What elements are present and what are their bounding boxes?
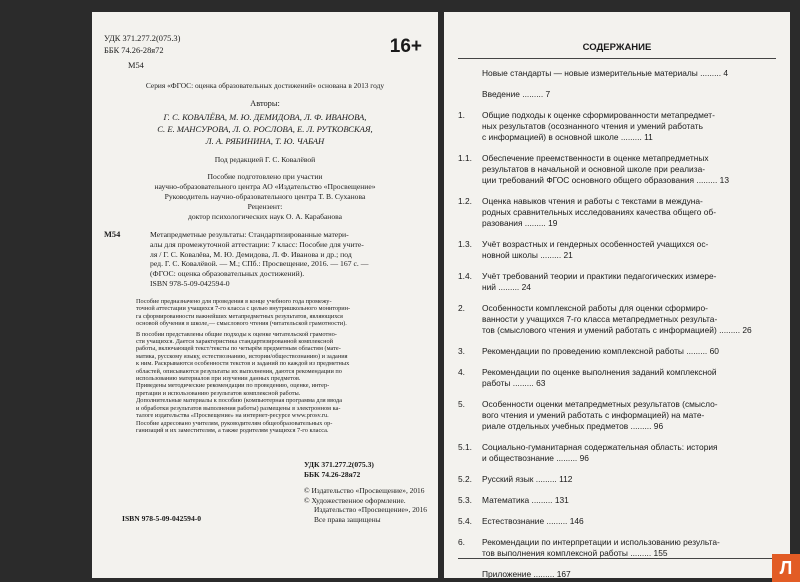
toc-leader-dots: .........	[553, 453, 580, 463]
toc-entry-title	[482, 495, 774, 506]
m54-code: М54	[128, 61, 144, 70]
toc-entry	[458, 495, 774, 506]
toc-entry-title	[482, 271, 774, 293]
annotation-line: сти учащихся. Дается характеристика стандартизированной комплексной	[136, 338, 333, 346]
annotation-line: Пособие предназначено для проведения в конце учебного года промежу-	[136, 298, 332, 305]
annotation-line: матика, русскому языку, естествознанию, истории/обществознанию) и задания	[136, 352, 348, 360]
copyright-line: © Издательство «Просвещение», 2016	[304, 486, 425, 495]
toc-entry-page: 21	[563, 250, 573, 260]
toc-entry	[458, 516, 774, 527]
toc-entry	[458, 89, 774, 100]
toc-leader-dots: .........	[627, 548, 654, 558]
toc-entry-title	[482, 89, 774, 100]
catalog-card	[150, 230, 430, 289]
toc-entry	[458, 303, 774, 336]
toc-entry-number: 6.	[458, 537, 465, 547]
toc-entry-title	[482, 110, 774, 143]
toc-entry-title	[482, 153, 774, 186]
toc-entry-title	[482, 196, 774, 229]
annotation-line: претации и использованию результатов комплексной работы.	[136, 389, 301, 397]
toc-rule	[458, 58, 776, 59]
author-line: Г. С. КОВАЛЁВА, М. Ю. ДЕМИДОВА, Л. Ф. ИВАНОВА,	[163, 112, 367, 122]
card-line: ред. Г. С. Ковалёвой. — М.; СПб.: Просвещение, 2016. — 167 с. —	[150, 259, 369, 269]
toc-entry-page: 26	[742, 325, 752, 335]
authors-label: Авторы:	[250, 99, 280, 108]
toc-entry-number: 4.	[458, 367, 465, 377]
authors-block	[92, 111, 438, 147]
toc-leader-dots: .........	[618, 132, 645, 142]
toc-leader-dots: .........	[522, 218, 549, 228]
card-line: Метапредметные результаты: Стандартизированные матери-	[150, 230, 349, 239]
toc-leader-dots: .........	[510, 378, 537, 388]
toc-entry	[458, 442, 774, 464]
annotation-line: использованию материалов при изучении данных предметов.	[136, 375, 301, 383]
toc-entry-title	[482, 474, 774, 485]
toc-entry	[458, 346, 774, 357]
prepared-line: Рецензент:	[247, 202, 283, 211]
toc-entry-title	[482, 516, 774, 527]
toc-leader-dots: .........	[697, 68, 724, 78]
toc-entry-page: 11	[644, 132, 653, 142]
toc-entry-title	[482, 346, 774, 357]
toc-entry	[458, 153, 774, 186]
toc-entry	[458, 239, 774, 261]
toc-entry-title	[482, 239, 774, 261]
toc-entry-text: Математика	[482, 495, 530, 505]
toc-entry-number: 5.3.	[458, 495, 472, 505]
toc-heading: СОДЕРЖАНИЕ	[582, 42, 652, 53]
age-rating: 16+	[389, 36, 422, 57]
author-line: Л. А. РЯБИНИНА, Т. Ю. ЧАБАН	[205, 136, 325, 146]
left-page	[92, 12, 438, 578]
toc-entry-title	[482, 367, 774, 389]
annotation-line: ганизаций и их заместителям, а также родителям учащихся 7-го класса.	[136, 426, 329, 434]
copyright-line: © Художественное оформление.	[304, 495, 406, 505]
toc-entry-number: 5.1.	[458, 442, 472, 452]
toc-entry-number: 5.	[458, 399, 465, 409]
annotation-line: основой обучения в школе,— смыслового чтения (читательской грамотности).	[136, 320, 347, 328]
annotation-line: точной аттестации учащихся 7-го класса с целью внутришкольного мониторин-	[136, 305, 351, 313]
toc-entry-text: Оценка навыков чтения и работы с текстами в междуна- родных сравнительных исследованиях качества общего об- разования	[482, 196, 716, 228]
toc-entry-text: Рекомендации по проведению комплексной работы	[482, 346, 684, 356]
toc-entry-text: Обеспечение преемственности в оценке метапредметных результатов в начальной и основной школе при реализа- ции требований ФГОС основного общего образования	[482, 153, 709, 185]
annotation-line: областей, описываются результаты их выполнения, даются рекомендации по	[136, 367, 342, 375]
toc-leader-dots: .........	[519, 89, 546, 99]
annotation-line: талоге издательства «Просвещение» на интернет-ресурсе www.prosv.ru.	[136, 412, 329, 420]
toc-entry-text: Общие подходы к оценке сформированности метапредмет- ных результатов (осознанного чтения и умений работать с информацией) в основной школе	[482, 110, 715, 142]
toc-leader-dots: .........	[529, 495, 555, 505]
toc-entry-page: 7	[545, 89, 551, 99]
toc-entry-number: 1.	[458, 110, 465, 120]
toc-entry-text: Рекомендации по интерпретации и использованию результа- тов выполнения комплексной работы	[482, 537, 720, 558]
toc-entry-page: 131	[554, 495, 569, 505]
toc-entry	[458, 537, 774, 559]
toc-entry-text: Введение	[482, 89, 520, 99]
toc-entry-page: 13	[719, 175, 729, 185]
udk: УДК 371.277.2(075.3)	[104, 34, 181, 43]
toc-entry-text: Рекомендации по оценке выполнения заданий комплексной работы	[482, 367, 717, 388]
toc-entry-page: 4	[723, 68, 729, 78]
copyright-line: Все права защищены	[314, 514, 381, 524]
toc-entry-title	[482, 68, 774, 79]
annotation-line: В пособии представлены общие подходы к оценке читательской грамотно-	[136, 330, 337, 338]
annotation-line: га сформированности важнейших метапредметных результатов, являющихся	[136, 312, 343, 320]
annotation-line: работы, включающей текст/тексты по четырём предметным областям (мате-	[136, 345, 341, 353]
toc-entry-page: 96	[653, 421, 664, 431]
annotation-line: и обработки результатов выполнения работы) размещены в электронном ка-	[136, 404, 341, 412]
annotation-line: Пособие адресовано учителям, руководителям общеобразовательных ор-	[136, 419, 333, 427]
prepared-line: Руководитель научно-образовательного центра Т. В. Суханова	[164, 192, 366, 201]
isbn: ISBN 978-5-09-042594-0	[122, 514, 202, 523]
prepared-line: Пособие подготовлено при участии	[207, 172, 323, 181]
bottom-udk: УДК 371.277.2(075.3)	[304, 460, 374, 469]
toc-entry-page: 155	[653, 548, 668, 558]
toc-entry	[458, 271, 774, 293]
card-line: ISBN 978-5-09-042594-0	[150, 278, 230, 288]
toc-entry-text: Социально-гуманитарная содержательная область: история и обществознание	[482, 442, 718, 463]
toc-entry-page: 19	[548, 218, 558, 228]
toc-entry-title	[482, 303, 774, 336]
toc-entry-page: 60	[709, 346, 719, 356]
prepared-block	[92, 172, 438, 222]
toc-entry	[458, 68, 774, 79]
toc-leader-dots: .........	[531, 569, 557, 578]
toc-entry-text: Новые стандарты — новые измерительные материалы	[482, 68, 698, 78]
annotation-line: к ним. Раскрываются особенности текстов и заданий по каждой из предметных	[136, 360, 350, 368]
toc-leader-dots: .........	[716, 325, 743, 335]
toc-entry-number: 1.2.	[458, 196, 472, 206]
toc-entry-text: Особенности оценки метапредметных результатов (смысло- вого чтения и умений работать с информацией) на мате- риале отдельных учебных предметов	[482, 399, 718, 431]
toc-leader-dots: .........	[533, 474, 560, 484]
toc-entry-number: 2.	[458, 303, 465, 313]
toc-entry	[458, 399, 774, 432]
series-line: Серия «ФГОС: оценка образовательных достижений» основана в 2013 году	[145, 81, 385, 90]
litres-logo: Л	[772, 554, 800, 582]
card-line: ля / Г. С. Ковалёва, М. Ю. Демидова, Л. Ф. Иванова и др.; под	[150, 249, 352, 259]
toc-entry-page: 96	[579, 453, 589, 463]
card-line: (ФГОС: оценка образовательных достижений).	[150, 269, 305, 279]
toc-entry-number: 5.4.	[458, 516, 472, 526]
toc-rule-bottom	[458, 558, 776, 559]
prepared-line: научно-образовательного центра АО «Издательство «Просвещение»	[154, 182, 376, 191]
right-page	[444, 12, 790, 578]
toc-entry-title	[482, 399, 774, 432]
toc-entry-number: 5.2.	[458, 474, 472, 484]
toc-leader-dots: .........	[544, 516, 570, 526]
toc-entry-number	[458, 89, 482, 100]
copyright-line: Издательство «Просвещение», 2016	[314, 505, 427, 514]
card-line: алы для промежуточной аттестации: 7 класс: Пособие для учите-	[150, 239, 364, 249]
annotation	[136, 298, 428, 434]
toc-entry	[458, 110, 774, 143]
toc-entry	[458, 367, 774, 389]
toc-leader-dots: .........	[495, 282, 522, 292]
toc-entry-number: 1.4.	[458, 271, 472, 281]
toc-entry-page: 146	[569, 516, 584, 526]
bottom-bbk: ББК 74.26-28я72	[304, 470, 361, 479]
toc-leader-dots: .........	[694, 175, 720, 185]
toc-entry	[458, 196, 774, 229]
toc-entry-page: 63	[536, 378, 546, 388]
toc-entry-text: Естествознание	[482, 516, 545, 526]
toc-entry-title	[482, 569, 774, 578]
toc-entry-text: Учёт возрастных и гендерных особенностей учащихся ос- новной школы	[482, 239, 709, 260]
toc-entry-number	[458, 68, 482, 79]
annotation-line: Приведены методические рекомендации по проведению, оценке, интер-	[136, 382, 330, 390]
toc-entry-page: 24	[521, 282, 531, 292]
toc-entry-number: 3.	[458, 346, 465, 356]
toc-entry-title	[482, 442, 774, 464]
editor-line: Под редакцией Г. С. Ковалёвой	[214, 155, 316, 164]
prepared-line: доктор психологических наук О. А. Карабанова	[187, 212, 343, 221]
author-line: С. Е. МАНСУРОВА, Л. О. РОСЛОВА, Е. Л. РУТКОВСКАЯ,	[157, 124, 373, 134]
bbk: ББК 74.26-28я72	[104, 46, 164, 55]
toc-entry-page: 112	[559, 474, 573, 484]
toc-entry-number: 1.1.	[458, 153, 472, 163]
toc-entry	[458, 569, 774, 578]
toc-entry-title	[482, 537, 774, 559]
toc-entry-text: Учёт требований теории и практики педагогических измере- ний	[482, 271, 717, 292]
toc-leader-dots: .........	[537, 250, 564, 260]
toc-leader-dots: .........	[628, 421, 654, 431]
toc-entry-page: 167	[556, 569, 571, 578]
toc-entry-text: Особенности комплексной работы для оценки сформиро- ванности у учащихся 7-го класса метапредметных результа- тов (смыслового чтения и умений работать с информацией)	[482, 303, 718, 335]
toc-list	[458, 68, 774, 578]
toc-entry-text: Приложение	[482, 569, 532, 578]
toc-entry-text: Русский язык	[482, 474, 534, 484]
toc-entry	[458, 474, 774, 485]
toc-entry-number	[458, 569, 482, 578]
toc-leader-dots: .........	[683, 346, 710, 356]
toc-entry-number: 1.3.	[458, 239, 472, 249]
annotation-line: Дополнительные материалы к пособию (компьютерная программа для ввода	[136, 397, 343, 405]
card-m54: М54	[104, 230, 121, 239]
